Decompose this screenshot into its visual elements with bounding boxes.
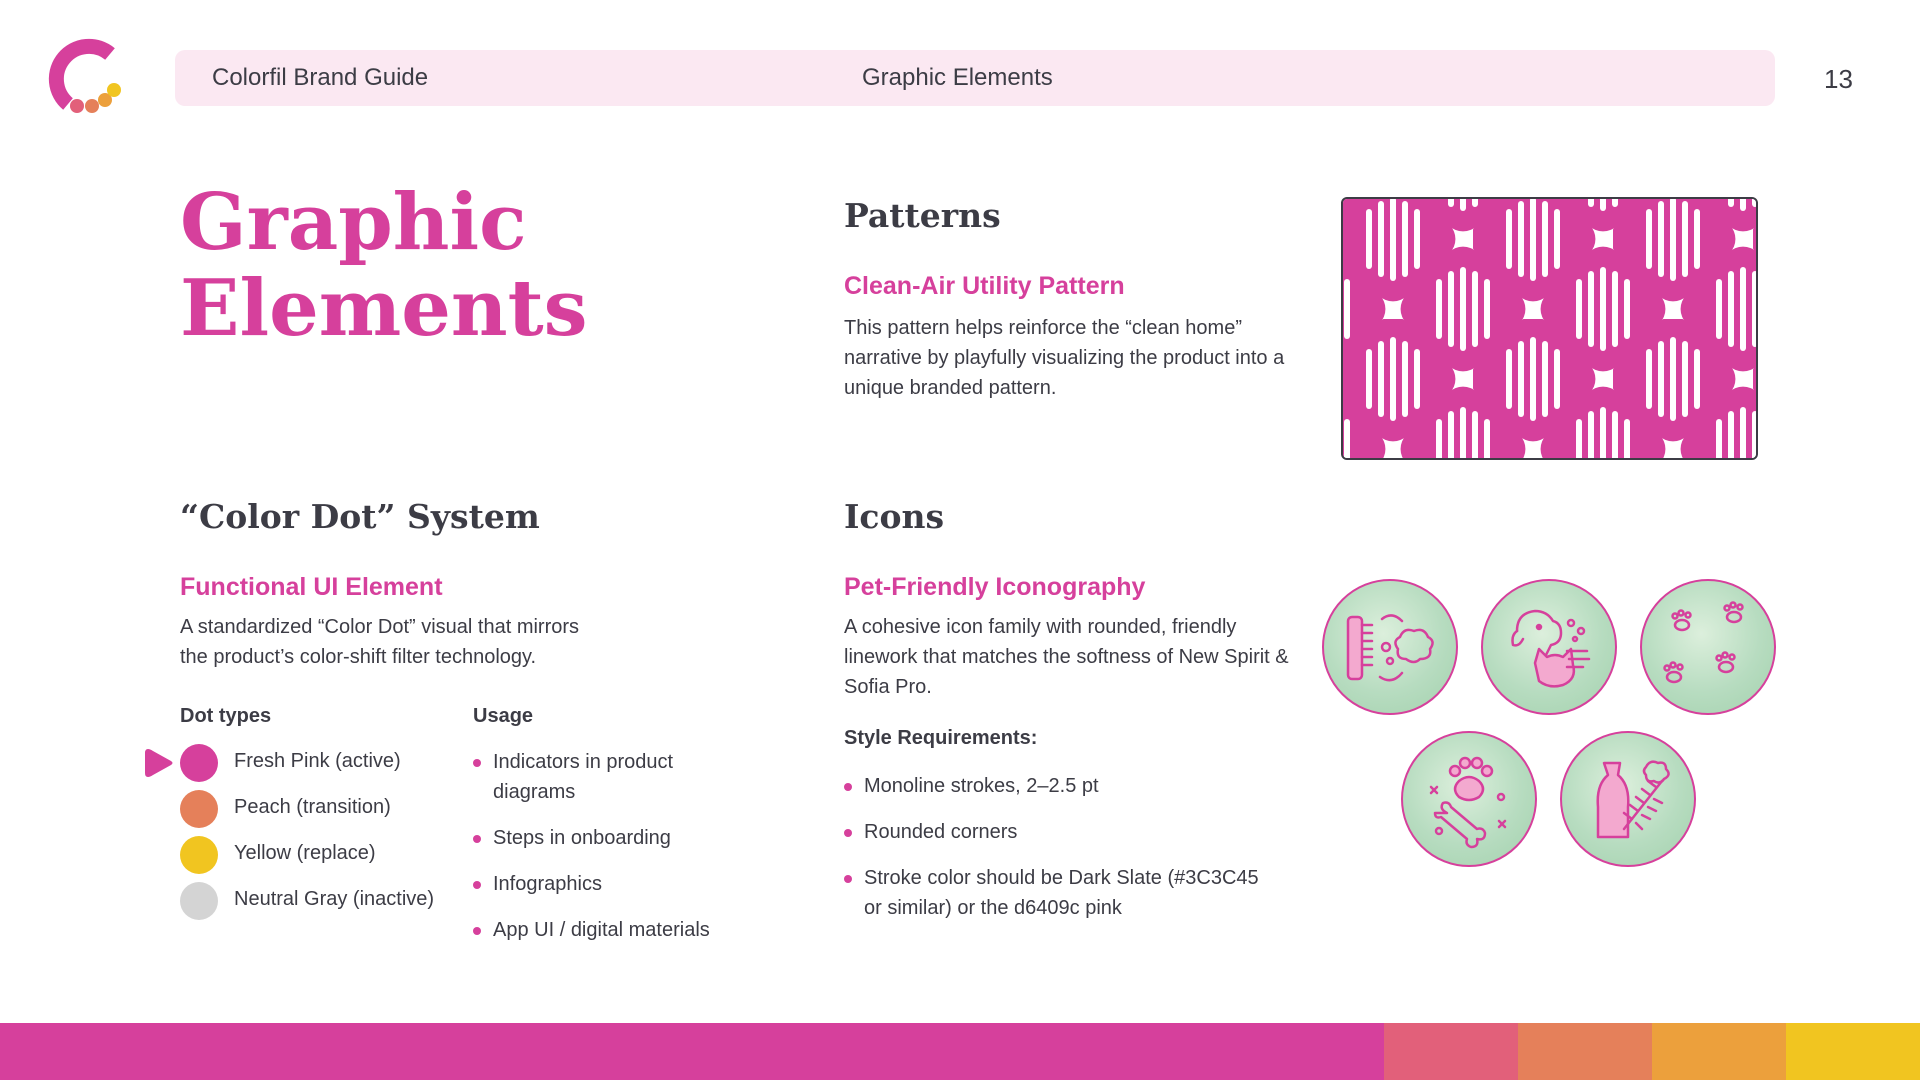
patterns-subheading: Clean-Air Utility Pattern [844,272,1125,300]
requirement-line-1: Stroke color should be Dark Slate (#3C3C45 [864,867,1259,889]
brand-name: Colorfil Brand Guide [212,64,429,91]
color-dot-heading: “Color Dot” System [180,497,540,536]
color-dot-description-line-1: A standardized “Color Dot” visual that mirrors [180,616,580,638]
clean-air-pattern [1341,197,1758,460]
icons-subheading: Pet-Friendly Iconography [844,573,1146,601]
page-number: 13 [1824,64,1853,94]
vase-cleaning-icon [1560,731,1696,867]
dot-swatch-yellow [180,836,218,874]
page-title-line-1: Graphic [180,177,527,268]
usage-item-line-2: diagrams [493,781,576,803]
dot-swatch-peach [180,790,218,828]
colorfil-logo [44,36,124,116]
style-requirements-label: Style Requirements: [844,727,1038,749]
usage-label: Usage [473,705,534,727]
dot-swatch-neutral-gray [180,882,218,920]
footer-segment-pink [0,1023,1384,1080]
requirement-line-1: Monoline strokes, 2–2.5 pt [864,775,1099,797]
dot-label: Neutral Gray (inactive) [234,888,435,910]
footer-segment-rose [1384,1023,1518,1080]
usage-list [473,747,773,945]
usage-item-line-1: Indicators in product [493,751,674,773]
patterns-heading: Patterns [844,196,1001,235]
list-item [844,863,1304,923]
filter-air-icon [1322,579,1458,715]
icons-heading: Icons [844,497,945,536]
requirement-line-2: or similar) or the d6409c pink [864,897,1122,919]
list-item [473,823,773,853]
active-pointer-icon [144,746,174,780]
footer-segment-peach [1518,1023,1652,1080]
footer-segment-yellow [1786,1023,1920,1080]
usage-item-line-1: App UI / digital materials [493,919,710,941]
list-item [473,869,773,899]
usage-item-line-1: Infographics [493,873,602,895]
header-bar [175,50,1775,106]
list-item [844,817,1304,847]
footer-segment-orange [1652,1023,1786,1080]
page-title [180,177,588,354]
paw-bone-icon [1401,731,1537,867]
dot-types-label: Dot types [180,705,272,727]
color-dot-subheading: Functional UI Element [180,573,443,601]
dot-label: Fresh Pink (active) [234,750,401,772]
icons-description: A cohesive icon family with rounded, friendly linework that matches the softness of New Spirit & Sofia Pro. [844,616,1289,698]
dog-cat-icon [1481,579,1617,715]
page-title-line-2: Elements [180,263,588,354]
paw-prints-icon [1640,579,1776,715]
dot-swatch-fresh-pink [180,744,218,782]
dot-label: Yellow (replace) [234,842,376,864]
color-dot-description-line-2: the product’s color-shift filter technology. [180,646,537,668]
style-requirements-list [844,771,1304,923]
color-dot-description [180,612,680,672]
list-item [844,771,1304,801]
dot-label: Peach (transition) [234,796,391,818]
requirement-line-1: Rounded corners [864,821,1018,843]
section-title: Graphic Elements [862,64,1053,91]
list-item [473,915,773,945]
list-item [473,747,773,807]
patterns-description: This pattern helps reinforce the “clean home” narrative by playfully visualizing the product into a unique branded pattern. [844,317,1285,399]
footer-color-bar [0,1023,1920,1080]
usage-item-line-1: Steps in onboarding [493,827,671,849]
